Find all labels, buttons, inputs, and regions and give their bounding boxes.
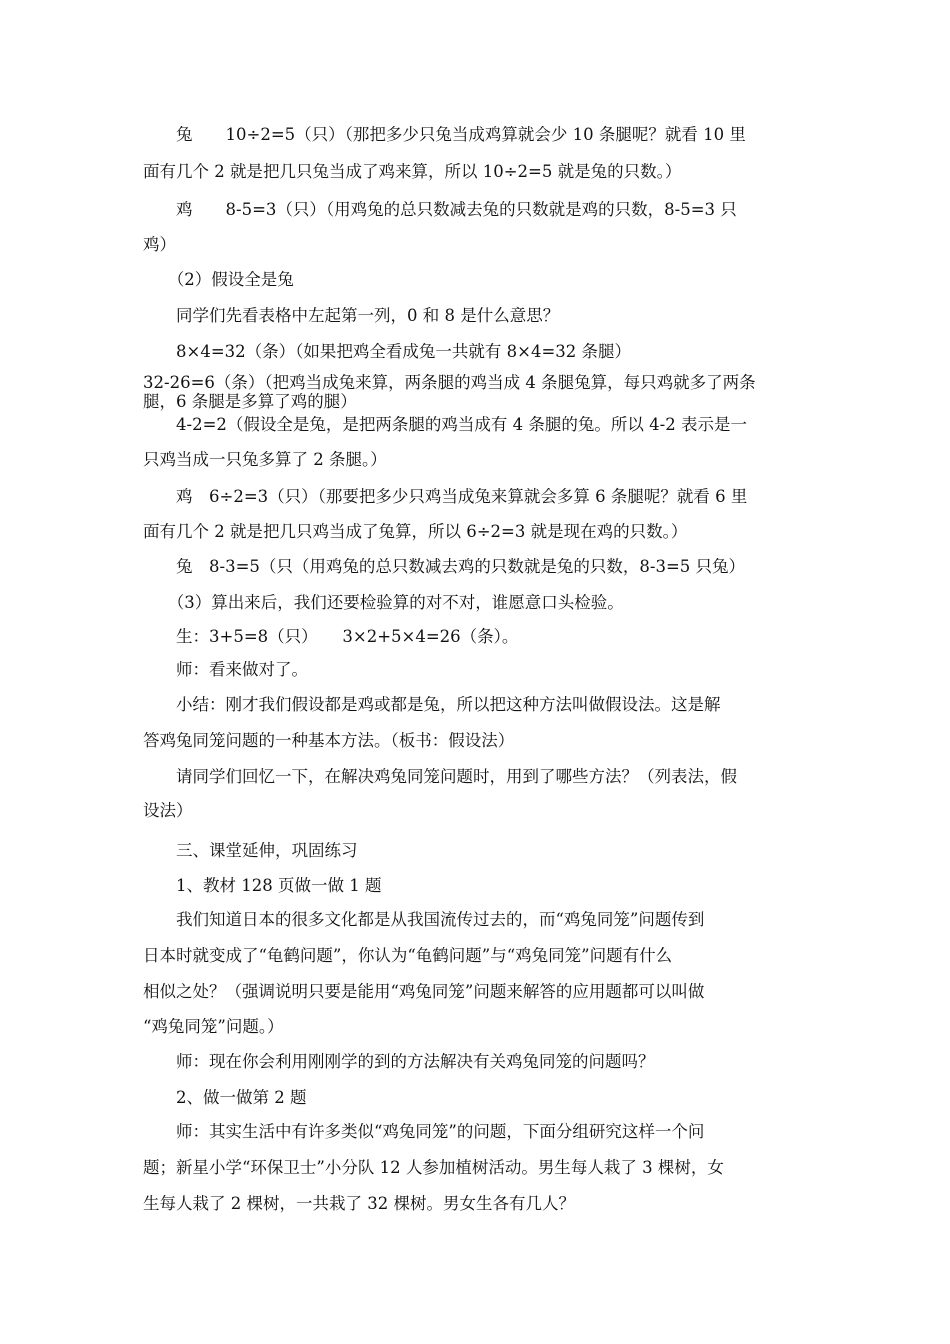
text-line: “鸡兔同笼”问题。） xyxy=(143,1017,284,1036)
text-line: 面有几个 2 就是把几只兔当成了鸡来算，所以 10÷2=5 就是兔的只数。） xyxy=(143,162,682,181)
text-line: （2）假设全是兔 xyxy=(143,270,294,289)
text-line: 生每人栽了 2 棵树，一共栽了 32 棵树。男女生各有几人？ xyxy=(143,1194,575,1213)
text-line: 鸡 8-5=3（只）（用鸡兔的总只数减去兔的只数就是鸡的只数，8-5=3 只 xyxy=(143,200,737,219)
text-line: 小结：刚才我们假设都是鸡或都是兔，所以把这种方法叫做假设法。这是解 xyxy=(143,695,721,714)
text-line: 师：现在你会利用刚刚学的到的方法解决有关鸡兔同笼的问题吗？ xyxy=(143,1052,655,1071)
text-line: 8×4=32（条）（如果把鸡全看成兔一共就有 8×4=32 条腿） xyxy=(143,342,632,361)
text-line: 设法） xyxy=(143,801,193,820)
text-line: 日本时就变成了“龟鹤问题”，你认为“龟鹤问题”与“鸡兔同笼”问题有什么 xyxy=(143,946,673,965)
text-line: 答鸡兔同笼问题的一种基本方法。（板书：假设法） xyxy=(143,731,515,750)
text-line: 题；新星小学“环保卫士”小分队 12 人参加植树活动。男生每人栽了 3 棵树，女 xyxy=(143,1158,724,1177)
text-line: 同学们先看表格中左起第一列，0 和 8 是什么意思？ xyxy=(143,306,560,325)
text-line: 兔 10÷2=5（只）（那把多少只兔当成鸡算就会少 10 条腿呢？就看 10 里 xyxy=(143,125,746,144)
text-line: 32-26=6（条）（把鸡当成兔来算，两条腿的鸡当成 4 条腿兔算，每只鸡就多了两条 xyxy=(143,373,756,392)
text-line: 兔 8-3=5（只（用鸡兔的总只数减去鸡的只数就是兔的只数，8-3=5 只兔） xyxy=(143,557,746,576)
text-line: 鸡） xyxy=(143,235,176,254)
text-line: 师：看来做对了。 xyxy=(143,660,308,679)
text-line: 鸡 6÷2=3（只）（那要把多少只鸡当成兔来算就会多算 6 条腿呢？就看 6 里 xyxy=(143,487,748,506)
text-line: 1、教材 128 页做一做 1 题 xyxy=(143,876,382,895)
text-line: 腿，6 条腿是多算了鸡的腿） xyxy=(143,392,357,411)
text-line: 请同学们回忆一下，在解决鸡兔同笼问题时，用到了哪些方法？（列表法，假 xyxy=(143,767,737,786)
text-line: （3）算出来后，我们还要检验算的对不对，谁愿意口头检验。 xyxy=(143,593,624,612)
text-line: 只鸡当成一只兔多算了 2 条腿。） xyxy=(143,450,387,469)
text-line: 相似之处？（强调说明只要是能用“鸡兔同笼”问题来解答的应用题都可以叫做 xyxy=(143,982,705,1001)
text-line: 三、课堂延伸，巩固练习 xyxy=(143,841,358,860)
text-line: 4-2=2（假设全是兔，是把两条腿的鸡当成有 4 条腿的兔。所以 4-2 表示是一 xyxy=(143,415,747,434)
text-line: 面有几个 2 就是把几只鸡当成了兔算，所以 6÷2=3 就是现在鸡的只数。） xyxy=(143,522,688,541)
text-line: 我们知道日本的很多文化都是从我国流传过去的，而“鸡兔同笼”问题传到 xyxy=(143,910,705,929)
text-line: 生：3+5=8（只） 3×2+5×4=26（条）。 xyxy=(143,627,519,646)
text-line: 2、做一做第 2 题 xyxy=(143,1088,307,1107)
text-line: 师：其实生活中有许多类似“鸡兔同笼”的问题，下面分组研究这样一个问 xyxy=(143,1122,705,1141)
